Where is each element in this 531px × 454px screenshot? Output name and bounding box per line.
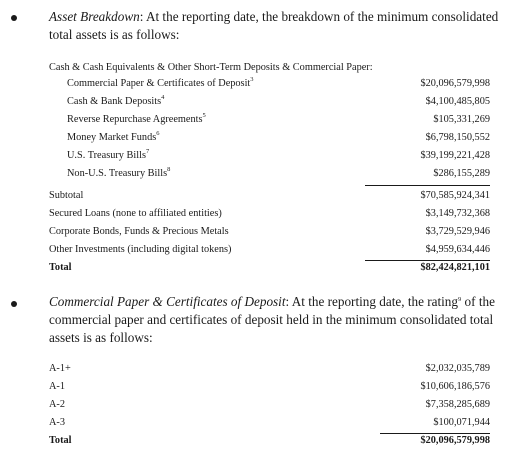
- table-row: Reverse Repurchase Agreements$^5$ $105,331,269: [67, 112, 490, 125]
- footnote-ref: 3: [250, 76, 254, 83]
- bullet-commercial-paper: [11, 301, 17, 307]
- footnote-ref: 9: [458, 296, 462, 303]
- table-row: Other Investments (including digital tokens) $4,959,634,446: [49, 242, 490, 260]
- footnote-ref: 6: [156, 130, 160, 137]
- table-row: A-2 $7,358,285,689: [49, 399, 490, 410]
- commercial-paper-intro: Commercial Paper & Certificates of Deposit: At the reporting date, the rating$^9$ of the commercial paper and certificates of deposit held in the minimum consolidated total assets is as follows:: [49, 294, 495, 345]
- footnote-ref: 4: [161, 94, 165, 101]
- footnote-ref: 7: [145, 148, 150, 155]
- footnote-ref: 5: [202, 112, 206, 119]
- asset-breakdown-intro-text: : At the reporting date, the breakdown of the minimum consolidated total assets is as follows:: [49, 9, 499, 42]
- commercial-paper-heading: Commercial Paper & Certificates of Deposit: [49, 294, 286, 309]
- table-row: Corporate Bonds, Funds & Precious Metals $3,729,529,946: [49, 226, 490, 237]
- bullet-asset-breakdown: [11, 15, 17, 21]
- table-row: Commercial Paper & Certificates of Deposit$^3$ $20,096,579,998: [67, 76, 490, 89]
- table-row: A-1 $10,606,186,576: [49, 381, 490, 392]
- table-row: Cash & Bank Deposits$^4$ $4,100,485,805: [67, 94, 490, 107]
- table-row: A-1+ $2,032,035,789: [49, 363, 490, 374]
- cash-equivalents-group-header: Cash & Cash Equivalents & Other Short-Term Deposits & Commercial Paper:: [49, 62, 373, 73]
- total-row: Total $82,424,821,101: [49, 262, 490, 273]
- table-row: Subtotal $70,585,924,341: [49, 190, 490, 201]
- table-row: U.S. Treasury Bills$^7$ $39,199,221,428: [67, 148, 490, 161]
- table-row: Secured Loans (none to affiliated entities) $3,149,732,368: [49, 208, 490, 219]
- table-row: Money Market Funds$^6$ $6,798,150,552: [67, 130, 490, 143]
- table-row: A-3 $100,071,944: [49, 415, 490, 433]
- asset-breakdown-intro: [49, 8, 519, 44]
- commercial-paper-rating-table: [49, 361, 490, 451]
- footnote-ref: 8: [167, 166, 171, 173]
- asset-breakdown-heading: Asset Breakdown: [49, 9, 140, 24]
- subtotal-rule: [365, 185, 490, 186]
- table-row: Non-U.S. Treasury Bills$^8$ $286,155,289: [67, 166, 490, 179]
- asset-breakdown-table: [49, 62, 490, 278]
- total-row: Total $20,096,579,998: [49, 435, 490, 446]
